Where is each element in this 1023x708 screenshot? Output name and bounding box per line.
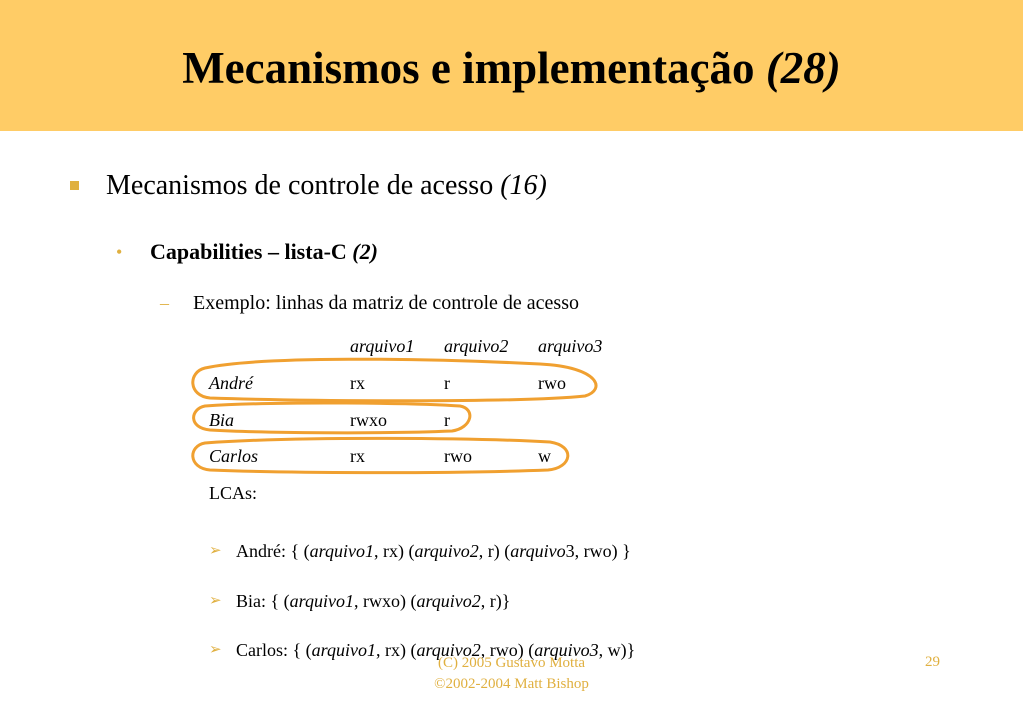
lca-text: , rwo) ( bbox=[480, 640, 535, 660]
lca-text: André: { ( bbox=[236, 541, 310, 561]
footer-copyright-2: ©2002-2004 Matt Bishop bbox=[434, 676, 589, 692]
matrix-cell: rwo bbox=[444, 446, 472, 466]
lca-text: , rx) ( bbox=[373, 541, 415, 561]
arrow-bullet-icon: ➢ bbox=[209, 543, 222, 559]
slide-title-main: Mecanismos e implementação bbox=[182, 43, 755, 93]
matrix-cell: rx bbox=[350, 373, 365, 393]
bullet-level3: Exemplo: linhas da matriz de controle de acesso bbox=[193, 292, 579, 314]
lca-text: Carlos: { ( bbox=[236, 640, 312, 660]
oval-bia bbox=[194, 403, 470, 433]
matrix-header-arquivo1: arquivo1 bbox=[350, 336, 415, 356]
dash-bullet-icon: – bbox=[160, 293, 169, 313]
arrow-bullet-icon: ➢ bbox=[209, 593, 222, 609]
lca-text: Bia: { ( bbox=[236, 591, 290, 611]
lca-text: arquivo2 bbox=[416, 640, 481, 660]
lca-text: arquivo1 bbox=[311, 640, 376, 660]
oval-carlos bbox=[193, 438, 568, 472]
matrix-cell: w bbox=[538, 446, 551, 466]
matrix-subject-bia: Bia bbox=[209, 410, 234, 430]
lca-text: arquivo3 bbox=[534, 640, 599, 660]
lca-text: , rx) ( bbox=[375, 640, 417, 660]
lca-text: , r) ( bbox=[478, 541, 511, 561]
bullet-level1-text: Mecanismos de controle de acesso bbox=[106, 170, 494, 201]
matrix-cell: r bbox=[444, 410, 450, 430]
lca-text: , w)} bbox=[598, 640, 636, 660]
matrix-subject-carlos: Carlos bbox=[209, 446, 259, 466]
arrow-bullet-icon: ➢ bbox=[209, 642, 222, 658]
lca-item bbox=[236, 540, 631, 562]
lca-text: arquivo1 bbox=[289, 591, 354, 611]
matrix-cell: rwo bbox=[538, 373, 566, 393]
slide-title-suffix: (28) bbox=[765, 43, 841, 93]
lca-text: , r)} bbox=[480, 591, 511, 611]
footer-copyright-1: (C) 2005 Gustavo Motta bbox=[437, 655, 586, 671]
matrix-header-arquivo2: arquivo2 bbox=[444, 336, 509, 356]
page-number: 29 bbox=[925, 654, 940, 670]
bullet-level2-text: Capabilities – lista-C bbox=[150, 239, 347, 264]
lca-text: arquivo bbox=[510, 541, 566, 561]
lca-text: arquivo1 bbox=[309, 541, 374, 561]
lca-text: , rwxo) ( bbox=[353, 591, 417, 611]
lca-text: 3, rwo) } bbox=[565, 541, 631, 561]
dot-bullet-icon: • bbox=[116, 242, 123, 262]
oval-andre bbox=[193, 359, 596, 401]
matrix-header-arquivo3: arquivo3 bbox=[538, 336, 603, 356]
matrix-cell: rwxo bbox=[350, 410, 387, 430]
matrix-cell: r bbox=[444, 373, 450, 393]
bullet-level1-suffix: (16) bbox=[500, 170, 547, 201]
matrix-subject-andre: André bbox=[209, 373, 253, 393]
lca-text: arquivo2 bbox=[416, 591, 481, 611]
lca-item bbox=[236, 590, 510, 612]
bullet-level2-suffix: (2) bbox=[352, 239, 378, 264]
lcas-label: LCAs: bbox=[209, 483, 258, 503]
lca-text: arquivo2 bbox=[414, 541, 479, 561]
matrix-cell: rx bbox=[350, 446, 365, 466]
